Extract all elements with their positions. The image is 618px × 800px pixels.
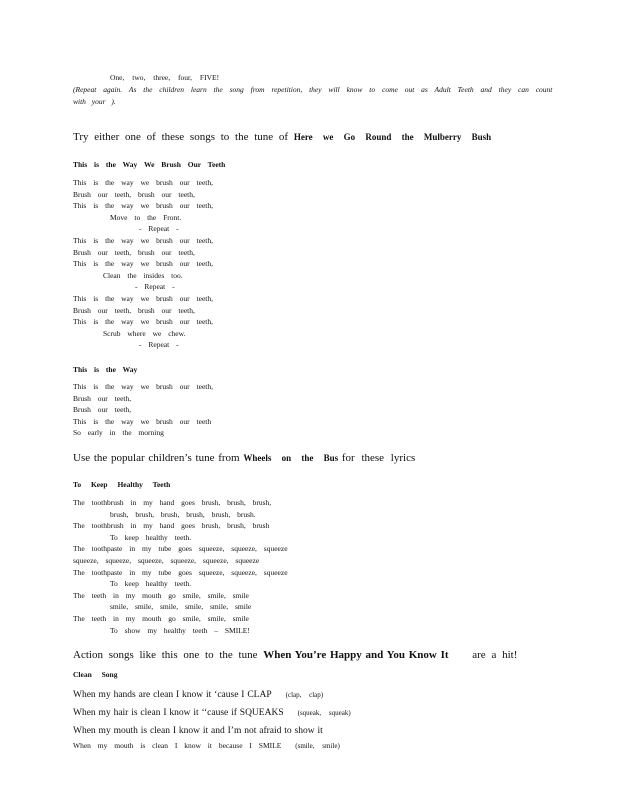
song1-line: This is the way we brush our teeth, bbox=[73, 235, 213, 245]
song4-line-text: When my mouth is clean I know it because I SMILE bbox=[73, 741, 282, 750]
song3-lyrics bbox=[73, 497, 288, 636]
section2-tune-name: Wheels on the Bus bbox=[243, 453, 339, 463]
song1-line: Brush our teeth, brush our teeth, bbox=[73, 247, 195, 257]
song3-line: The teeth in my mouth go smile, smile, smile bbox=[73, 590, 249, 600]
song2-line: This is the way we brush our teeth bbox=[73, 416, 212, 426]
song2-title: This is the Way bbox=[73, 365, 138, 374]
song4-title: Clean Song bbox=[73, 670, 118, 679]
song3-line: The toothpaste in my tube goes squeeze, squeeze, squeeze bbox=[73, 567, 288, 577]
song4-line-aside: (smile, smile) bbox=[295, 742, 340, 750]
section3-tune-name: When You’re Happy and You Know It bbox=[263, 649, 449, 661]
count-line: One, two, three, four, FIVE! bbox=[110, 73, 220, 82]
section3-lead-text: Action songs like this one to the tune bbox=[73, 649, 258, 661]
song1-line: This is the way we brush our teeth, bbox=[73, 317, 213, 327]
song1-line: Clean the insides too. bbox=[103, 270, 183, 280]
song1-lyrics bbox=[73, 177, 213, 351]
song3-title: To Keep Healthy Teeth bbox=[73, 480, 171, 489]
song3-line: brush, brush, brush, brush, brush, brush. bbox=[110, 509, 256, 519]
section2-lead-text: Use the popular children’s tune from bbox=[73, 452, 240, 464]
song4-line-text: When my mouth is clean I know it and I’m not afraid to show it bbox=[73, 726, 323, 736]
song3-line: To keep healthy teeth. bbox=[110, 532, 192, 542]
song3-line: To show my healthy teeth – SMILE! bbox=[110, 625, 250, 635]
song3-line: smile, smile, smile, smile, smile, smile bbox=[110, 602, 252, 612]
song2-line: This is the way we brush our teeth, bbox=[73, 382, 213, 391]
song1-line: Brush our teeth, brush our teeth, bbox=[73, 189, 195, 199]
song3-line: To keep healthy teeth. bbox=[110, 579, 192, 589]
song1-line: - Repeat - bbox=[139, 340, 179, 350]
song4-line bbox=[73, 740, 351, 752]
repeat-note-line-2: with your ). bbox=[73, 97, 116, 106]
song4-lyrics bbox=[73, 686, 351, 752]
song2-line: Brush our teeth, bbox=[73, 405, 132, 415]
song4-line-text: When my hair is clean I know it ‘‘cause if SQUEAKS bbox=[73, 708, 284, 718]
section3-lead-tail: are a hit! bbox=[472, 649, 518, 661]
section1-tune-name: Here we Go Round the Mulberry Bush bbox=[293, 132, 492, 142]
song3-line: squeeze, squeeze, squeeze, squeeze, squeeze, squeeze bbox=[73, 555, 260, 565]
song4-line-aside: (squeak, squeak) bbox=[297, 709, 351, 717]
song1-line: This is the way we brush our teeth, bbox=[73, 293, 213, 303]
song3-line: The toothbrush in my hand goes brush, brush, brush bbox=[73, 521, 270, 531]
song1-line: This is the way we brush our teeth, bbox=[73, 259, 213, 269]
song4-line bbox=[73, 722, 351, 740]
song4-line-aside: (clap, clap) bbox=[285, 691, 324, 699]
song2-line: Brush our teeth, bbox=[73, 393, 132, 403]
song1-line: Scrub where we chew. bbox=[103, 328, 186, 338]
section1-lead bbox=[73, 130, 491, 144]
repeat-note-line-1: (Repeat again. As the children learn the song from repetition, they will know to come out as Adult Teeth and they can count bbox=[73, 85, 553, 94]
song2-lyrics bbox=[73, 381, 213, 439]
song2-line: So early in the morning bbox=[73, 428, 164, 438]
song1-line: - Repeat - bbox=[139, 224, 179, 234]
section2-lead-tail: for these lyrics bbox=[341, 452, 416, 464]
song1-line: This is the way we brush our teeth, bbox=[73, 178, 213, 187]
song1-line: - Repeat - bbox=[135, 282, 175, 292]
song4-line bbox=[73, 686, 351, 704]
song4-line bbox=[73, 704, 351, 722]
song3-line: The toothpaste in my tube goes squeeze, squeeze, squeeze bbox=[73, 544, 288, 554]
song1-title: This is the Way We Brush Our Teeth bbox=[73, 160, 226, 169]
song3-line: The teeth in my mouth go smile, smile, smile bbox=[73, 613, 249, 623]
section3-lead bbox=[73, 648, 517, 662]
song1-line: Brush our teeth, brush our teeth, bbox=[73, 305, 195, 315]
section1-lead-text: Try either one of these songs to the tune of bbox=[73, 131, 289, 143]
song1-line: This is the way we brush our teeth, bbox=[73, 201, 213, 211]
song4-line-text: When my hands are clean I know it ‘cause I CLAP bbox=[73, 690, 272, 700]
song3-line: The toothbrush in my hand goes brush, brush, brush, bbox=[73, 498, 272, 507]
section2-lead bbox=[73, 451, 415, 465]
song1-line: Move to the Front. bbox=[110, 212, 182, 222]
